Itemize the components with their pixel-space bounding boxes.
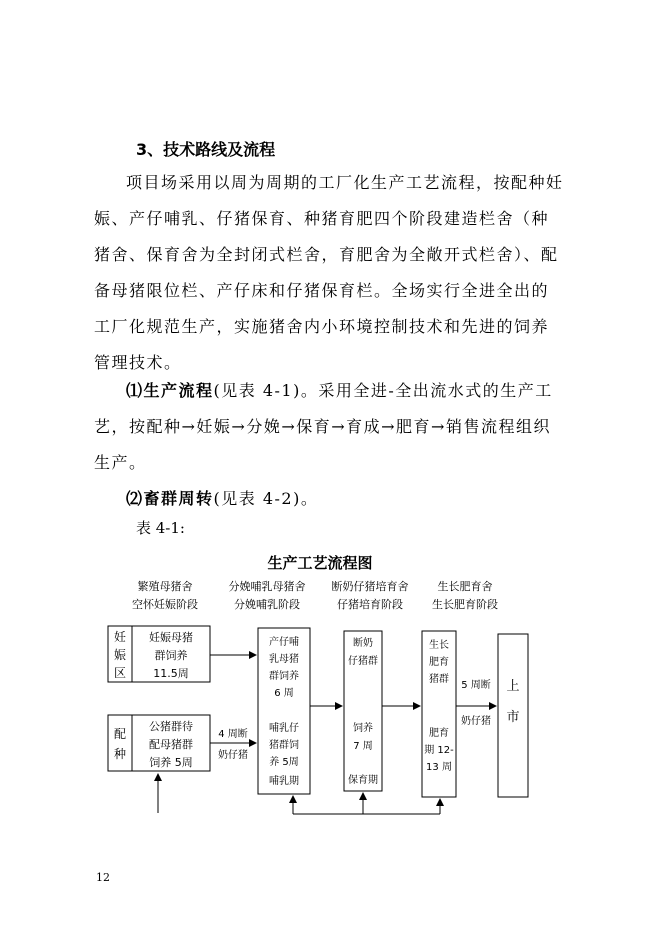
farrowing-text: 产仔哺 [269,637,299,648]
col-header-2-line1: 分娩哺乳母猪舍 [228,580,306,593]
breeding-text: 公猪群待 [149,720,193,733]
breeding-text: 饲养 5周 [149,756,193,769]
production-flow-text: (见表 4-1)。采用全进-全出流水式的生产工艺，按配种→妊娠→分娩→保育→育成→肥育→销售流程组织生产。 [94,381,553,472]
col-header-3-line1: 断奶仔猪培育舍 [331,580,409,593]
farrowing-text: 乳母猪 [269,654,299,665]
arrow-market-label: 奶仔猪 [461,716,491,727]
fattening-text: 期 12- [424,745,454,756]
arrow-weaning-label: 奶仔猪 [218,750,248,761]
col-header-1-line1: 繁殖母猪舍 [137,580,193,593]
fattening-text: 肥育 [429,728,449,739]
arrow-market-label: 5 周断 [461,680,491,691]
fattening-text: 肥育 [429,657,449,668]
diagram-title: 生产工艺流程图 [267,554,373,572]
nursery-text: 7 周 [353,741,373,752]
farrowing-text: 哺乳期 [269,776,299,787]
fattening-text: 13 周 [426,762,452,773]
breeding-label-char: 配 [113,727,127,741]
breeding-label-box [108,715,132,771]
production-flow-label: ⑴生产流程 [126,381,214,400]
pregnancy-label-char: 娠 [113,648,127,662]
col-header-1-line2: 空怀妊娠阶段 [132,598,198,611]
market-text: 上 [506,679,520,694]
fattening-text: 生长 [429,640,449,651]
col-header-4-line2: 生长肥育阶段 [432,598,498,611]
farrowing-text: 群饲养 [269,671,299,682]
flow-diagram-svg [90,548,550,823]
nursery-text: 仔猪群 [348,656,378,667]
nursery-box [344,631,382,791]
pregnancy-text: 群饲养 [154,649,188,662]
fattening-text: 猪群 [429,674,449,685]
pregnancy-label-char: 妊 [113,630,127,644]
pregnancy-text: 11.5周 [153,667,189,680]
intro-paragraph: 项目场采用以周为周期的工厂化生产工艺流程，按配种妊娠、产仔哺乳、仔猪保育、种猪育肥四个阶段建造栏舍（种猪舍、保育舍为全封闭式栏舍，育肥舍为全敞开式栏舍）、配备母猪限位栏、产仔床和仔猪保育栏。全场实行全进全出的工厂化规范生产，实施猪舍内小环境控制技术和先进的饲养管理技术。 [94,173,564,372]
farrowing-text: 6 周 [274,688,294,699]
production-flow-paragraph [94,373,564,481]
nursery-text: 断奶 [353,638,373,649]
breeding-text: 配母猪群 [149,738,193,751]
farrowing-text: 养 5周 [269,757,299,768]
pregnancy-text: 妊娠母猪 [149,631,193,644]
pregnancy-label-char: 区 [113,666,127,680]
herd-turnover-text: (见表 4-2)。 [213,489,319,508]
col-header-4-line1: 生长肥育舍 [437,580,493,593]
section-heading: 3、技术路线及流程 [136,140,276,159]
market-text: 市 [506,710,520,725]
nursery-text: 保育期 [348,775,378,786]
breeding-label-char: 种 [113,747,127,761]
farrowing-box [258,628,310,794]
flow-diagram [90,548,550,827]
page-number: 12 [96,871,110,884]
nursery-text: 饲养 [353,723,373,734]
farrowing-text: 哺乳仔 [269,723,299,734]
col-header-2-line2: 分娩哺乳阶段 [234,598,300,611]
herd-turnover-label: ⑵畜群周转 [126,489,214,508]
arrow-weaning-label: 4 周断 [218,729,248,740]
farrowing-text: 猪群饲 [269,740,299,751]
col-header-3-line2: 仔猪培育阶段 [337,598,403,611]
herd-turnover-paragraph [94,481,564,517]
table-label: 表 4-1: [136,519,185,537]
